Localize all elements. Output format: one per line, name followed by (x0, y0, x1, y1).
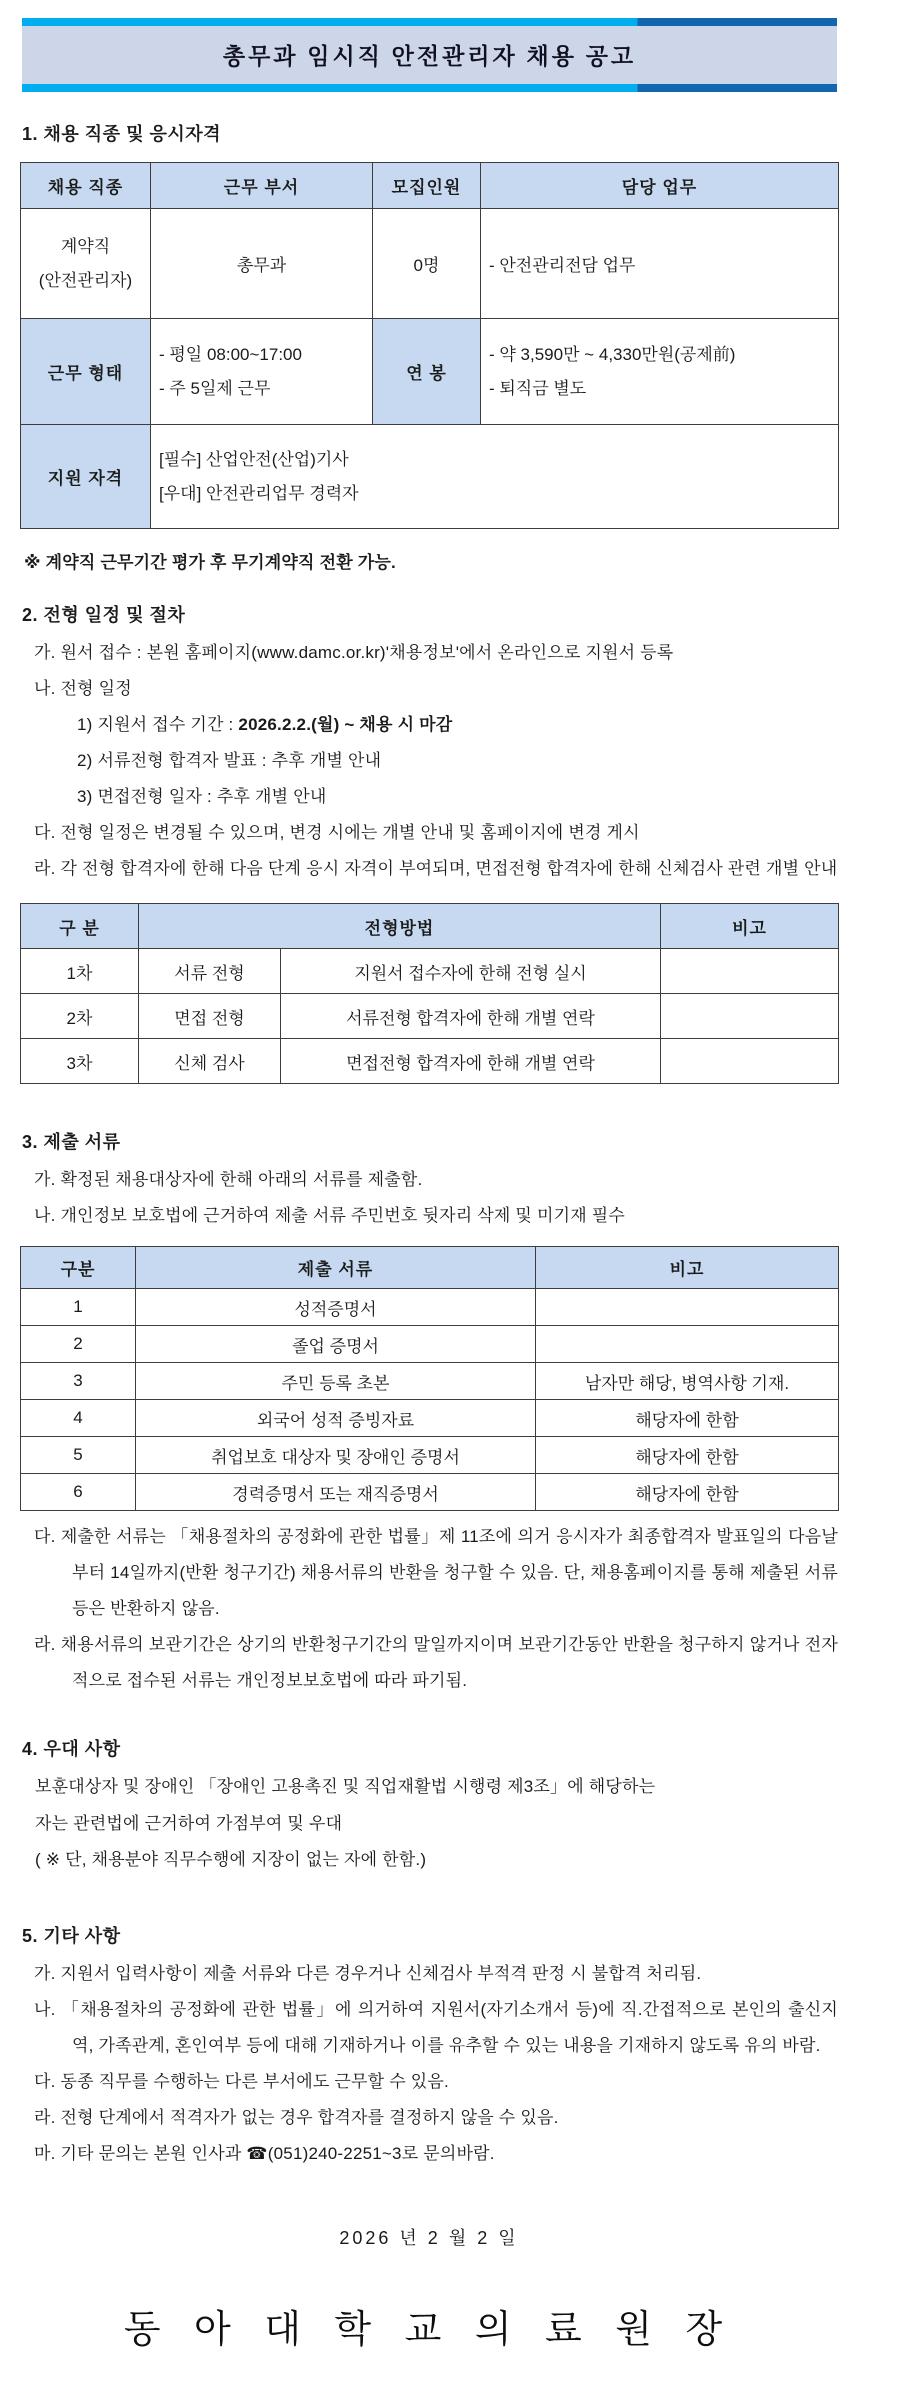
documents-col-header: 구분 (21, 1247, 136, 1289)
doc-remark: 해당자에 한함 (536, 1437, 839, 1474)
table-row (21, 1039, 839, 1084)
doc-name: 취업보호 대상자 및 장애인 증명서 (136, 1437, 536, 1474)
qualification-label: 지원 자격 (21, 425, 151, 529)
section-4 (20, 1735, 838, 1877)
phone-icon: ☎ (246, 2143, 268, 2163)
process-table (20, 903, 839, 1084)
preference-line-2: 자는 관련법에 근거하여 가점부여 및 우대 (35, 1813, 343, 1833)
banner-top-rule (22, 18, 837, 26)
job-type: 계약직 (60, 237, 111, 257)
schedule-item-1-prefix: 1) 지원서 접수 기간 : (77, 715, 239, 735)
work-type-label: 근무 형태 (21, 319, 151, 425)
stage: 3차 (21, 1039, 139, 1084)
conversion-note: ※ 계약직 근무기간 평가 후 무기계약직 전환 가능. (24, 553, 396, 572)
job-type-cell (21, 209, 151, 319)
section-1-heading: 1. 채용 직종 및 응시자격 (22, 124, 222, 144)
doc-no: 5 (21, 1437, 136, 1474)
table-row (21, 904, 839, 949)
documents-col-header: 비고 (536, 1247, 839, 1289)
section-2-heading: 2. 전형 일정 및 절차 (22, 605, 186, 626)
department-cell: 총무과 (151, 209, 373, 319)
doc-remark (536, 1326, 839, 1363)
stage: 2차 (21, 994, 139, 1039)
recruit-table (20, 162, 839, 529)
duty-cell: - 안전관리전담 업무 (481, 209, 839, 319)
other-note-5 (20, 2136, 838, 2172)
schedule-item-1 (20, 707, 838, 743)
schedule-item-2: 2) 서류전형 합격자 발표 : 추후 개별 안내 (77, 751, 382, 771)
process-col-header: 구 분 (21, 904, 139, 949)
section-2 (20, 601, 838, 1084)
table-row (21, 1363, 839, 1400)
table-row (21, 1474, 839, 1511)
section-4-heading: 4. 우대 사항 (22, 1739, 121, 1760)
method-desc: 서류전형 합격자에 한해 개별 연락 (281, 994, 661, 1039)
recruit-col-header: 모집인원 (373, 163, 481, 209)
page-title: 총무과 임시직 안전관리자 채용 공고 (222, 44, 637, 69)
doc-name: 주민 등록 초본 (136, 1363, 536, 1400)
section-5 (20, 1922, 838, 2172)
documents-col-header: 제출 서류 (136, 1247, 536, 1289)
table-row (21, 163, 839, 209)
table-row (21, 1247, 839, 1289)
table-row (21, 1400, 839, 1437)
doc-remark: 해당자에 한함 (536, 1400, 839, 1437)
method: 서류 전형 (139, 949, 281, 994)
table-row (21, 1326, 839, 1363)
document-retention-note: 라. 채용서류의 보관기간은 상기의 반환청구기간의 말일까지이며 보관기간동안 반환을 청구하지 않거나 전자적으로 접수된 서류는 개인정보보호법에 따라 파기됨. (34, 1635, 838, 1691)
section-3-heading: 3. 제출 서류 (22, 1132, 121, 1153)
qualification-line: [필수] 산업안전(산업)기사 (159, 449, 349, 469)
schedule-item-3: 3) 면접전형 일자 : 추후 개별 안내 (77, 787, 327, 807)
issuer-signature: 동 아 대 학 교 의 료 원 장 (123, 2308, 735, 2351)
schedule-label: 나. 전형 일정 (34, 679, 132, 699)
job-type-sub: (안전관리자) (38, 270, 133, 290)
section-3 (20, 1128, 838, 1699)
doc-no: 1 (21, 1289, 136, 1326)
table-row (21, 1289, 839, 1326)
doc-remark (536, 1289, 839, 1326)
other-note-2: 나. 「채용절차의 공정화에 관한 법률」에 의거하여 지원서(자기소개서 등)에 직.간접적으로 본인의 출신지역, 가족관계, 혼인여부 등에 대해 기재하거나 이를 유추할 수 있는 내용을 기재하지 않도록 유의 바람. (34, 1999, 838, 2055)
table-row (21, 209, 839, 319)
other-note-1: 가. 지원서 입력사항이 제출 서류와 다른 경우거나 신체검사 부적격 판정 시 불합격 처리됨. (34, 1963, 702, 1983)
preference-line-1: 보훈대상자 및 장애인 「장애인 고용촉진 및 직업재활법 시행령 제3조」에 해당하는 (35, 1777, 656, 1797)
work-type-line: - 평일 08:00~17:00 (159, 344, 302, 364)
headcount-cell: 0명 (373, 209, 481, 319)
doc-no: 2 (21, 1326, 136, 1363)
qualification-line: [우대] 안전관리업무 경력자 (159, 483, 359, 503)
title-banner (22, 18, 837, 92)
salary-label: 연 봉 (373, 319, 481, 425)
recruit-col-header: 담당 업무 (481, 163, 839, 209)
remark (661, 994, 839, 1039)
recruit-col-header: 근무 부서 (151, 163, 373, 209)
doc-no: 4 (21, 1400, 136, 1437)
other-note-4: 라. 전형 단계에서 적격자가 없는 경우 합격자를 결정하지 않을 수 있음. (34, 2107, 559, 2127)
salary-cell (481, 319, 839, 425)
submission-rule-1: 가. 확정된 채용대상자에 한해 아래의 서류를 제출함. (34, 1170, 423, 1190)
method: 면접 전형 (139, 994, 281, 1039)
table-row (21, 994, 839, 1039)
method: 신체 검사 (139, 1039, 281, 1084)
work-type-cell (151, 319, 373, 425)
schedule-change-note: 다. 전형 일정은 변경될 수 있으며, 변경 시에는 개별 안내 및 홈페이지에 변경 게시 (34, 823, 640, 843)
salary-line: - 약 3,590만 ~ 4,330만원(공제前) (489, 344, 736, 364)
contact-text-suffix: (051)240-2251~3로 문의바람. (267, 2143, 495, 2163)
method-desc: 지원서 접수자에 한해 전형 실시 (281, 949, 661, 994)
table-row (21, 319, 839, 425)
work-type-line: - 주 5일제 근무 (159, 378, 271, 398)
section-5-heading: 5. 기타 사항 (22, 1925, 121, 1946)
table-row (21, 1437, 839, 1474)
doc-no: 3 (21, 1363, 136, 1400)
announcement-date: 2026 년 2 월 2 일 (339, 2227, 519, 2248)
doc-remark: 남자만 해당, 병역사항 기재. (536, 1363, 839, 1400)
banner-body (22, 26, 837, 84)
document-return-note: 다. 제출한 서류는 「채용절차의 공정화에 관한 법률」제 11조에 의거 응시자가 최종합격자 발표일의 다음날부터 14일까지(반환 청구기간) 채용서류의 반환을 청구할 수 있음. 단, 채용홈페이지를 통해 제출된 서류 등은 반환하지 않음. (34, 1527, 838, 1619)
documents-table (20, 1246, 839, 1511)
stage: 1차 (21, 949, 139, 994)
schedule-item-1-period: 2026.2.2.(월) ~ 채용 시 마감 (238, 715, 453, 735)
remark (661, 949, 839, 994)
doc-name: 외국어 성적 증빙자료 (136, 1400, 536, 1437)
qualification-cell (151, 425, 839, 529)
submission-rule-2: 나. 개인정보 보호법에 근거하여 제출 서류 주민번호 뒷자리 삭제 및 미기재 필수 (34, 1206, 625, 1226)
remark (661, 1039, 839, 1084)
banner-bottom-rule (22, 84, 837, 92)
other-note-3: 다. 동종 직무를 수행하는 다른 부서에도 근무할 수 있음. (34, 2071, 449, 2091)
salary-line: - 퇴직금 별도 (489, 378, 587, 398)
doc-name: 졸업 증명서 (136, 1326, 536, 1363)
table-row (21, 949, 839, 994)
process-col-header: 비고 (661, 904, 839, 949)
section-1 (20, 120, 838, 581)
application-method: 가. 원서 접수 : 본원 홈페이지(www.damc.or.kr)'채용정보'에서 온라인으로 지원서 등록 (34, 643, 674, 663)
method-desc: 면접전형 합격자에 한해 개별 연락 (281, 1039, 661, 1084)
contact-text-prefix: 마. 기타 문의는 본원 인사과 (34, 2143, 247, 2163)
table-row (21, 425, 839, 529)
stage-eligibility-note: 라. 각 전형 합격자에 한해 다음 단계 응시 자격이 부여되며, 면접전형 합격자에 한해 신체검사 관련 개별 안내 (34, 859, 838, 879)
doc-remark: 해당자에 한함 (536, 1474, 839, 1511)
doc-name: 성적증명서 (136, 1289, 536, 1326)
doc-no: 6 (21, 1474, 136, 1511)
doc-name: 경력증명서 또는 재직증명서 (136, 1474, 536, 1511)
recruit-col-header: 채용 직종 (21, 163, 151, 209)
preference-line-3: ( ※ 단, 채용분야 직무수행에 지장이 없는 자에 한함.) (35, 1849, 427, 1869)
process-col-header: 전형방법 (139, 904, 661, 949)
